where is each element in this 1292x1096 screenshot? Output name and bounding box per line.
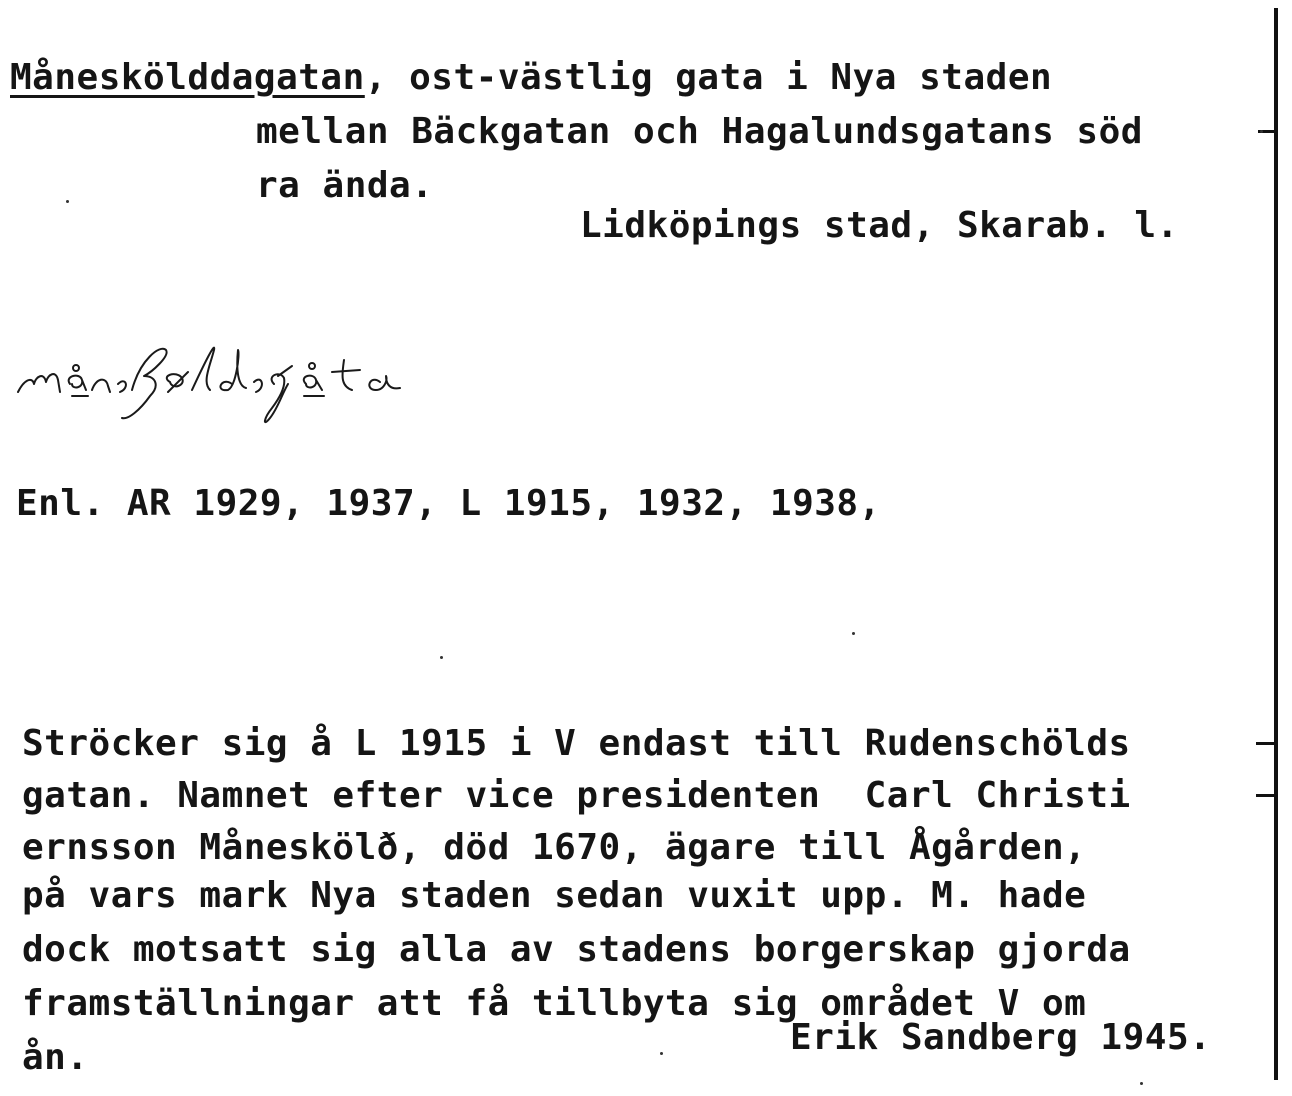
note-line-1: Ströcker sig å L 1915 i V endast till Rudenschölds (22, 723, 1131, 764)
note-line-5: dock motsatt sig alla av stadens borgerskap gjorda (22, 929, 1131, 970)
note-line-7: ån. (22, 1037, 89, 1078)
heading-line-2: mellan Bäckgatan och Hagalundsgatans söd (256, 111, 1143, 152)
note-line-4: på vars mark Nya staden sedan vuxit upp. M. hade (22, 875, 1087, 916)
line-hyphen-mark (1256, 742, 1274, 745)
heading-line-1 (10, 58, 1052, 98)
scan-speck (1260, 130, 1263, 133)
signature: Erik Sandberg 1945. (790, 1017, 1212, 1058)
note-line-2: gatan. Namnet efter vice presidenten Carl Christi (22, 775, 1131, 816)
note-line-3: ernsson Måneskölð, död 1670, ägare till Ågården, (22, 827, 1087, 868)
handwritten-name (10, 310, 910, 450)
street-headword: Måneskölddagatan (10, 57, 365, 98)
scan-speck (440, 656, 443, 659)
scan-speck (852, 632, 855, 635)
place-line: Lidköpings stad, Skarab. l. (580, 205, 1179, 246)
scan-speck (660, 1052, 663, 1055)
scan-speck (1140, 1082, 1143, 1085)
card-edge-line (1274, 8, 1278, 1080)
heading-line-3: ra ända. (256, 165, 434, 206)
sources-line: Enl. AR 1929, 1937, L 1915, 1932, 1938, (16, 483, 881, 524)
line-hyphen-mark (1256, 794, 1274, 797)
handwriting-svg (10, 310, 910, 450)
note-line-6: framställningar att få tillbyta sig området V om (22, 983, 1087, 1024)
scan-speck (66, 200, 69, 203)
heading-description: , ost-västlig gata i Nya staden (364, 57, 1053, 98)
